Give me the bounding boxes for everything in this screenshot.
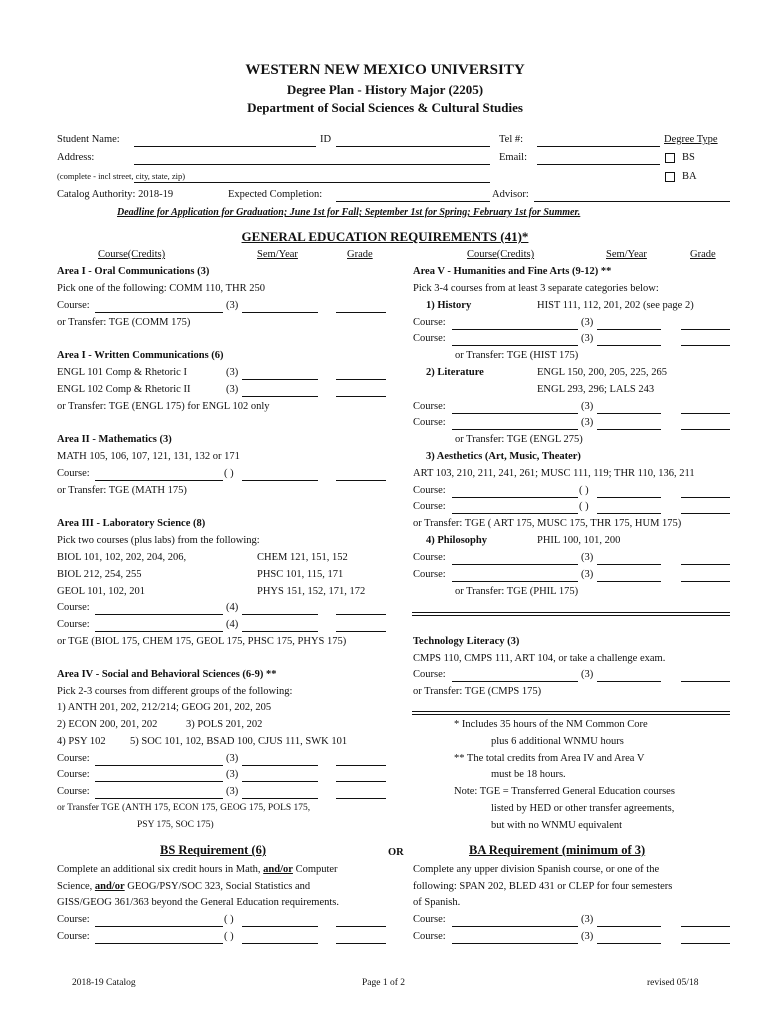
grade-field[interactable] bbox=[336, 798, 386, 799]
email-field[interactable] bbox=[537, 164, 660, 165]
bs-label: BS bbox=[682, 152, 695, 163]
area4-group-3: 3) POLS 201, 202 bbox=[186, 719, 263, 730]
section-divider bbox=[412, 711, 730, 715]
credits-label: (3) bbox=[226, 769, 239, 780]
area3-science-title: Area III - Laboratory Science (8) bbox=[57, 518, 206, 529]
right-col-grade: Grade bbox=[690, 249, 716, 260]
course-field[interactable] bbox=[95, 798, 223, 799]
grade-field[interactable] bbox=[336, 480, 386, 481]
bs-text-line-2 bbox=[57, 880, 310, 893]
grade-field[interactable] bbox=[681, 581, 730, 582]
course-label: Course: bbox=[413, 401, 446, 412]
area1-oral-pick: Pick one of the following: COMM 110, THR 250 bbox=[57, 283, 265, 294]
course-field[interactable] bbox=[95, 926, 223, 927]
footnote-2a: ** The total credits from Area IV and Area V bbox=[454, 753, 645, 764]
course-field[interactable] bbox=[452, 513, 578, 514]
deadline-notice: Deadline for Application for Graduation; June 1st for Fall; September 1st for Spring; February 1st for Summer. bbox=[117, 207, 581, 218]
department-title: Department of Social Sciences & Cultural Studies bbox=[247, 100, 523, 115]
area4-group-5: 5) SOC 101, 102, BSAD 100, CJUS 111, SWK 101 bbox=[130, 736, 348, 747]
grade-field[interactable] bbox=[336, 312, 386, 313]
course-field[interactable] bbox=[452, 429, 578, 430]
aesthetics-transfer: or Transfer: TGE ( ART 175, MUSC 175, THR 175, HUM 175) bbox=[413, 518, 682, 529]
aesthetics-label: 3) Aesthetics (Art, Music, Theater) bbox=[426, 451, 581, 462]
engl101-label: ENGL 101 Comp & Rhetoric I bbox=[57, 367, 187, 378]
literature-list-1: ENGL 150, 200, 205, 225, 265 bbox=[537, 367, 667, 378]
course-field[interactable] bbox=[95, 765, 223, 766]
geol-list: GEOL 101, 102, 201 bbox=[57, 586, 145, 597]
engl102-label: ENGL 102 Comp & Rhetoric II bbox=[57, 384, 191, 395]
expected-completion-label: Expected Completion: bbox=[228, 189, 323, 200]
credits-label: (4) bbox=[226, 619, 239, 630]
course-label: Course: bbox=[57, 931, 90, 942]
footnote-1b: plus 6 additional WNMU hours bbox=[491, 736, 624, 747]
credits-label: (3) bbox=[581, 669, 594, 680]
address-field[interactable] bbox=[134, 164, 490, 165]
semyear-field[interactable] bbox=[597, 345, 661, 346]
grade-field[interactable] bbox=[336, 631, 386, 632]
course-field[interactable] bbox=[452, 564, 578, 565]
semyear-field[interactable] bbox=[597, 329, 661, 330]
grade-field[interactable] bbox=[336, 614, 386, 615]
id-label: ID bbox=[320, 134, 332, 145]
area4-group-4: 4) PSY 102 bbox=[57, 736, 106, 747]
grade-field[interactable] bbox=[681, 681, 730, 682]
area1-oral-title: Area I - Oral Communications (3) bbox=[57, 266, 210, 277]
semyear-field[interactable] bbox=[597, 581, 661, 582]
biol-list-2: BIOL 212, 254, 255 bbox=[57, 569, 142, 580]
footnote-2b: must be 18 hours. bbox=[491, 769, 566, 780]
course-label: Course: bbox=[413, 485, 446, 496]
grade-field[interactable] bbox=[681, 413, 730, 414]
grade-field[interactable] bbox=[681, 345, 730, 346]
course-label: Course: bbox=[57, 753, 90, 764]
course-label: Course: bbox=[57, 786, 90, 797]
tel-label: Tel #: bbox=[499, 134, 524, 145]
credits-label: ( ) bbox=[579, 501, 589, 512]
semyear-field[interactable] bbox=[242, 379, 318, 380]
course-field[interactable] bbox=[452, 329, 578, 330]
grade-field[interactable] bbox=[681, 329, 730, 330]
advisor-label: Advisor: bbox=[492, 189, 529, 200]
left-col-grade: Grade bbox=[347, 249, 373, 260]
credits-label: (3) bbox=[581, 401, 594, 412]
area4-group-1: 1) ANTH 201, 202, 212/214; GEOG 201, 202, 205 bbox=[57, 702, 272, 713]
expected-completion-field[interactable] bbox=[336, 201, 490, 202]
semyear-field[interactable] bbox=[242, 312, 318, 313]
course-label: Course: bbox=[57, 602, 90, 613]
footer-revised: revised 05/18 bbox=[647, 978, 699, 988]
bs-text-1a: Complete an additional six credit hours in Math, bbox=[57, 864, 264, 875]
philosophy-transfer: or Transfer: TGE (PHIL 175) bbox=[455, 586, 579, 597]
grade-field[interactable] bbox=[336, 781, 386, 782]
tech-literacy-transfer: or Transfer: TGE (CMPS 175) bbox=[413, 686, 542, 697]
address-label: Address: bbox=[57, 152, 95, 163]
ba-label: BA bbox=[682, 171, 697, 182]
credits-label: (3) bbox=[226, 753, 239, 764]
course-field[interactable] bbox=[95, 312, 223, 313]
degree-type-label: Degree Type bbox=[664, 134, 718, 145]
grade-field[interactable] bbox=[336, 379, 386, 380]
credits-label: (3) bbox=[581, 333, 594, 344]
area2-math-title: Area II - Mathematics (3) bbox=[57, 434, 172, 445]
grade-field[interactable] bbox=[681, 564, 730, 565]
semyear-field[interactable] bbox=[242, 614, 318, 615]
course-label: Course: bbox=[413, 669, 446, 680]
semyear-field[interactable] bbox=[242, 943, 318, 944]
semyear-field[interactable] bbox=[242, 480, 318, 481]
grade-field[interactable] bbox=[681, 513, 730, 514]
area4-transfer-1: or Transfer TGE (ANTH 175, ECON 175, GEOG 175, POLS 175, bbox=[57, 803, 311, 813]
email-label: Email: bbox=[499, 152, 527, 163]
credits-label: (3) bbox=[581, 931, 594, 942]
left-col-semyear: Sem/Year bbox=[257, 249, 298, 260]
written-transfer: or Transfer: TGE (ENGL 175) for ENGL 102 only bbox=[57, 401, 270, 412]
bs-text-line-1 bbox=[57, 863, 338, 876]
course-field[interactable] bbox=[452, 926, 578, 927]
credits-label: (3) bbox=[581, 417, 594, 428]
university-title: WESTERN NEW MEXICO UNIVERSITY bbox=[245, 62, 525, 78]
area4-transfer-2: PSY 175, SOC 175) bbox=[137, 820, 214, 830]
credits-label: (3) bbox=[581, 552, 594, 563]
bs-text-2c: GEOG/PSY/SOC 323, Social Statistics and bbox=[124, 881, 311, 892]
course-label: Course: bbox=[413, 552, 446, 563]
bs-text-line-3: GISS/GEOG 361/363 beyond the General Education requirements. bbox=[57, 897, 339, 908]
credits-label: ( ) bbox=[579, 485, 589, 496]
bs-requirement-title: BS Requirement (6) bbox=[160, 843, 267, 857]
footnote-1a: * Includes 35 hours of the NM Common Core bbox=[454, 719, 648, 730]
area5-humanities-pick: Pick 3-4 courses from at least 3 separate categories below: bbox=[413, 283, 659, 294]
area1-oral-transfer: or Transfer: TGE (COMM 175) bbox=[57, 317, 191, 328]
area3-science-pick: Pick two courses (plus labs) from the following: bbox=[57, 535, 260, 546]
course-field[interactable] bbox=[95, 943, 223, 944]
left-col-course: Course(Credits) bbox=[98, 249, 166, 260]
grade-field[interactable] bbox=[336, 765, 386, 766]
semyear-field[interactable] bbox=[597, 497, 661, 498]
right-col-semyear: Sem/Year bbox=[606, 249, 647, 260]
gen-ed-title-text: GENERAL EDUCATION REQUIREMENTS (41)* bbox=[241, 229, 529, 244]
course-field[interactable] bbox=[452, 413, 578, 414]
semyear-field[interactable] bbox=[597, 513, 661, 514]
course-field[interactable] bbox=[95, 480, 223, 481]
aesthetics-list: ART 103, 210, 211, 241, 261; MUSC 111, 119; THR 110, 136, 211 bbox=[413, 468, 695, 479]
semyear-field[interactable] bbox=[597, 926, 661, 927]
bs-text-1c: Computer bbox=[292, 864, 338, 875]
literature-list-2: ENGL 293, 296; LALS 243 bbox=[537, 384, 655, 395]
catalog-authority: Catalog Authority: 2018-19 bbox=[57, 189, 174, 200]
course-label: Course: bbox=[413, 914, 446, 925]
area1-written-title: Area I - Written Communications (6) bbox=[57, 350, 224, 361]
grade-field[interactable] bbox=[336, 926, 386, 927]
course-label: Course: bbox=[413, 333, 446, 344]
bs-text-1b: and/or bbox=[263, 864, 293, 875]
literature-label: 2) Literature bbox=[426, 367, 484, 378]
semyear-field[interactable] bbox=[242, 798, 318, 799]
ba-checkbox[interactable] bbox=[665, 172, 675, 182]
grade-field[interactable] bbox=[336, 943, 386, 944]
ba-text-line-2: following: SPAN 202, BLED 431 or CLEP for four semesters bbox=[413, 881, 673, 892]
gen-ed-title bbox=[0, 229, 770, 245]
course-label: Course: bbox=[57, 769, 90, 780]
degree-plan-title: Degree Plan - History Major (2205) bbox=[286, 82, 484, 97]
credits-label: (3) bbox=[226, 300, 239, 311]
right-col-course: Course(Credits) bbox=[467, 249, 535, 260]
grade-field[interactable] bbox=[336, 396, 386, 397]
semyear-field[interactable] bbox=[242, 396, 318, 397]
bs-text-2a: Science, bbox=[57, 881, 95, 892]
semyear-field[interactable] bbox=[597, 564, 661, 565]
grade-field[interactable] bbox=[681, 943, 730, 944]
area3-science-transfer: or TGE (BIOL 175, CHEM 175, GEOL 175, PHSC 175, PHYS 175) bbox=[57, 636, 347, 647]
phys-list: PHYS 151, 152, 171, 172 bbox=[257, 586, 366, 597]
student-name-field[interactable] bbox=[134, 146, 316, 147]
phsc-list: PHSC 101, 115, 171 bbox=[257, 569, 344, 580]
ba-text-line-3: of Spanish. bbox=[413, 897, 461, 908]
grade-field[interactable] bbox=[681, 497, 730, 498]
course-label: Course: bbox=[57, 300, 90, 311]
literature-transfer: or Transfer: TGE (ENGL 275) bbox=[455, 434, 583, 445]
credits-label: (3) bbox=[226, 786, 239, 797]
credits-label: ( ) bbox=[224, 468, 234, 479]
credits-label: (3) bbox=[581, 569, 594, 580]
course-field[interactable] bbox=[95, 631, 223, 632]
course-field[interactable] bbox=[452, 497, 578, 498]
area4-social-title: Area IV - Social and Behavioral Sciences (6-9) ** bbox=[57, 669, 277, 680]
section-divider bbox=[412, 612, 730, 616]
biol-list-1: BIOL 101, 102, 202, 204, 206, bbox=[57, 552, 187, 563]
course-field[interactable] bbox=[452, 345, 578, 346]
area5-humanities-title: Area V - Humanities and Fine Arts (9-12) ** bbox=[413, 266, 612, 277]
student-name-label: Student Name: bbox=[57, 134, 120, 145]
course-label: Course: bbox=[57, 468, 90, 479]
philosophy-list: PHIL 100, 101, 200 bbox=[537, 535, 621, 546]
footnote-3b: listed by HED or other transfer agreements, bbox=[491, 803, 675, 814]
footnote-3a: Note: TGE = Transferred General Education courses bbox=[454, 786, 675, 797]
history-label: 1) History bbox=[426, 300, 472, 311]
tel-field[interactable] bbox=[537, 146, 660, 147]
credits-label: (3) bbox=[581, 317, 594, 328]
ba-requirement-title: BA Requirement (minimum of 3) bbox=[469, 843, 646, 857]
bs-checkbox[interactable] bbox=[665, 153, 675, 163]
semyear-field[interactable] bbox=[242, 926, 318, 927]
course-field[interactable] bbox=[95, 614, 223, 615]
grade-field[interactable] bbox=[681, 429, 730, 430]
semyear-field[interactable] bbox=[242, 631, 318, 632]
area2-math-list: MATH 105, 106, 107, 121, 131, 132 or 171 bbox=[57, 451, 240, 462]
id-field[interactable] bbox=[336, 146, 490, 147]
or-label: OR bbox=[388, 847, 404, 858]
semyear-field[interactable] bbox=[597, 943, 661, 944]
course-field[interactable] bbox=[95, 781, 223, 782]
credits-label: ( ) bbox=[224, 931, 234, 942]
credits-label: (3) bbox=[226, 384, 239, 395]
area4-group-2: 2) ECON 200, 201, 202 bbox=[57, 719, 158, 730]
course-label: Course: bbox=[413, 569, 446, 580]
semyear-field[interactable] bbox=[597, 413, 661, 414]
course-label: Course: bbox=[57, 619, 90, 630]
semyear-field[interactable] bbox=[242, 765, 318, 766]
course-label: Course: bbox=[413, 417, 446, 428]
area4-social-pick: Pick 2-3 courses from different groups of the following: bbox=[57, 686, 293, 697]
course-field[interactable] bbox=[452, 943, 578, 944]
semyear-field[interactable] bbox=[597, 429, 661, 430]
area2-math-transfer: or Transfer: TGE (MATH 175) bbox=[57, 485, 187, 496]
history-transfer: or Transfer: TGE (HIST 175) bbox=[455, 350, 579, 361]
ba-text-line-1: Complete any upper division Spanish course, or one of the bbox=[413, 864, 660, 875]
bs-text-2b: and/or bbox=[94, 881, 125, 892]
chem-list: CHEM 121, 151, 152 bbox=[257, 552, 348, 563]
footer-page: Page 1 of 2 bbox=[362, 978, 406, 988]
credits-label: ( ) bbox=[224, 914, 234, 925]
tech-literacy-list: CMPS 110, CMPS 111, ART 104, or take a challenge exam. bbox=[413, 653, 666, 664]
address-note: (complete - incl street, city, state, zip) bbox=[57, 171, 186, 181]
advisor-field[interactable] bbox=[534, 201, 730, 202]
course-label: Course: bbox=[413, 501, 446, 512]
credits-label: (4) bbox=[226, 602, 239, 613]
course-label: Course: bbox=[413, 931, 446, 942]
course-field[interactable] bbox=[452, 681, 578, 682]
tech-literacy-title: Technology Literacy (3) bbox=[413, 636, 520, 647]
address-field-line2[interactable] bbox=[134, 182, 490, 183]
semyear-field[interactable] bbox=[597, 681, 661, 682]
course-label: Course: bbox=[57, 914, 90, 925]
footnote-3c: but with no WNMU equivalent bbox=[491, 820, 623, 831]
credits-label: (3) bbox=[226, 367, 239, 378]
course-field[interactable] bbox=[452, 581, 578, 582]
footer-catalog: 2018-19 Catalog bbox=[72, 978, 136, 988]
grade-field[interactable] bbox=[681, 926, 730, 927]
history-list: HIST 111, 112, 201, 202 (see page 2) bbox=[537, 300, 694, 311]
philosophy-label: 4) Philosophy bbox=[426, 535, 487, 546]
course-label: Course: bbox=[413, 317, 446, 328]
credits-label: (3) bbox=[581, 914, 594, 925]
semyear-field[interactable] bbox=[242, 781, 318, 782]
